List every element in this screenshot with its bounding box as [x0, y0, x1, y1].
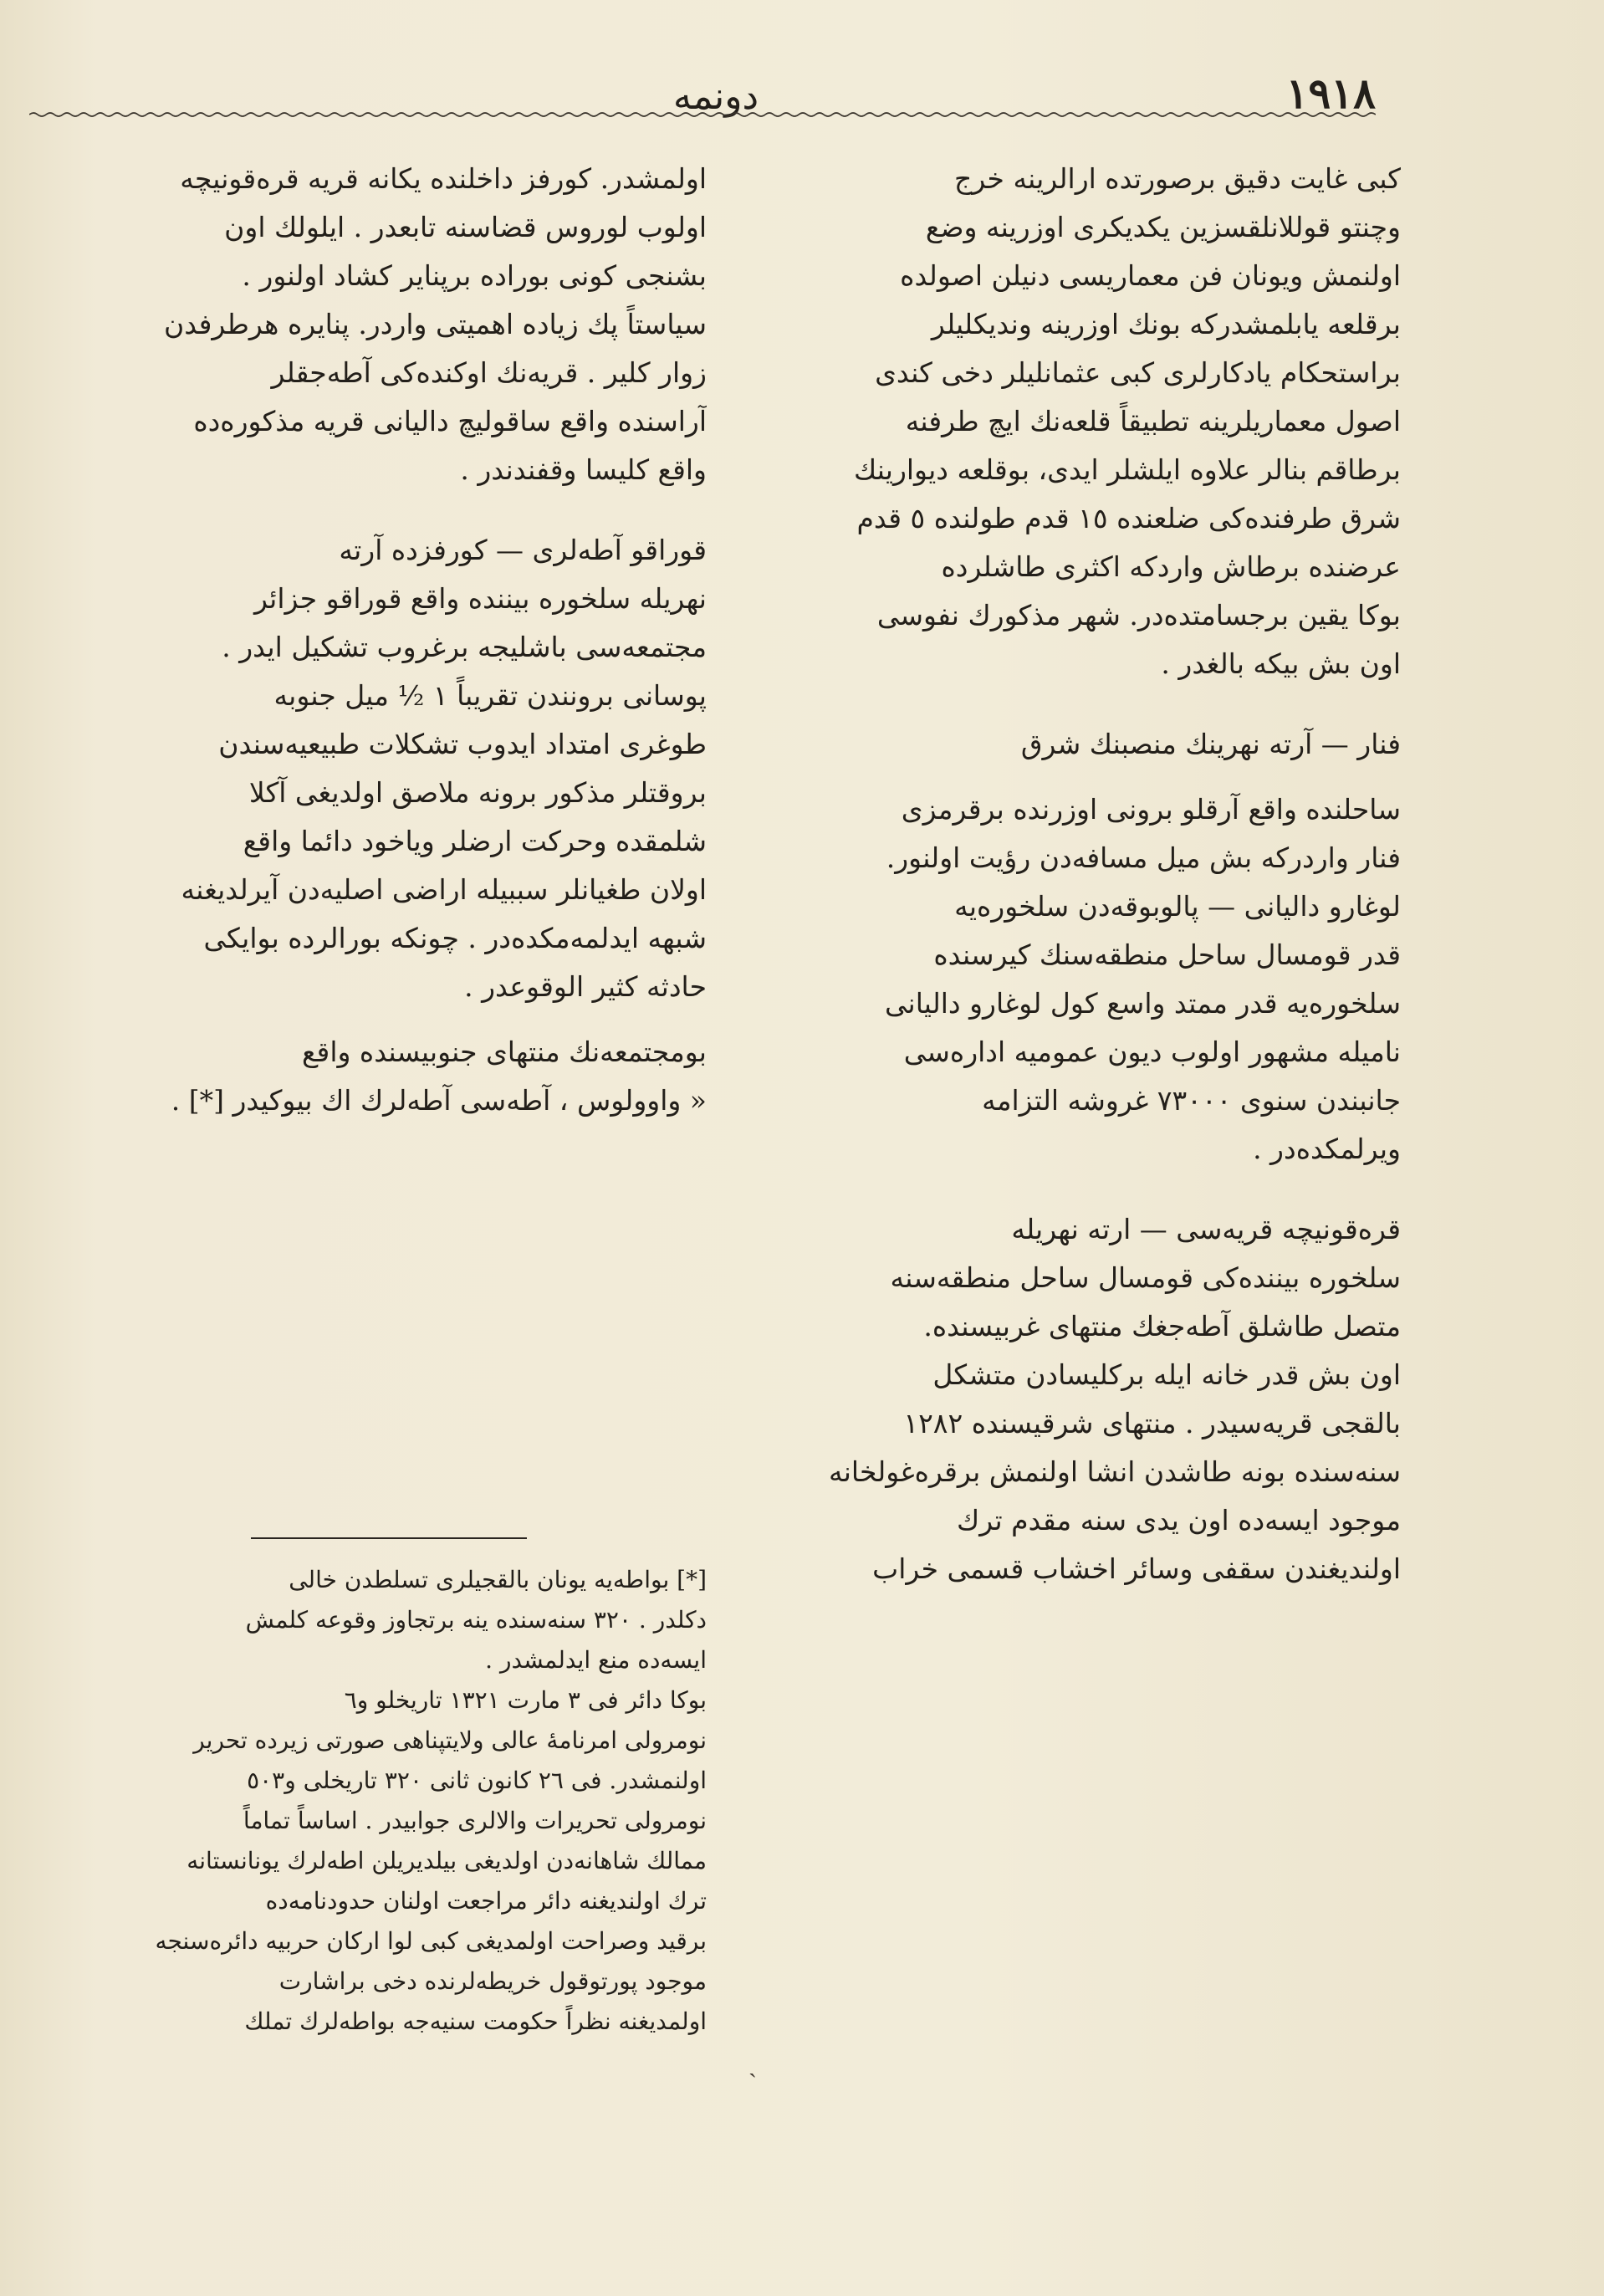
page-number: ١٩١٨: [1285, 69, 1376, 118]
footnote-line: نومرولى تحريرات والالرى جوابيدر . اساساً تماماً: [243, 1807, 707, 1834]
footnote-line: ايسه‌ده منع ايدلمشدر .: [485, 1646, 707, 1674]
entry-heading-line: لوغارو داليانى — پالوبوقه‌دن سلخوره‌يه: [954, 890, 1401, 923]
margin-mark: ˏ: [748, 2049, 757, 2079]
text-line: اولنمش ويونان فن معماريسى دنيلن اصولده: [900, 259, 1401, 292]
text-line: بوكا يقين برجسامتده‌در. شهر مذكورك نفوسى: [876, 599, 1401, 632]
text-line: حادثه كثير الوقوعدر .: [464, 970, 707, 1003]
text-line: اولان طغيانلر سببيله اراضى اصليه‌دن آيرلديغنه: [181, 873, 707, 906]
footnote-line: [*] بواطه‌يه يونان بالقجيلرى تسلطدن خالى: [289, 1566, 707, 1593]
continued-paragraph: [740, 155, 1401, 688]
text-line: بشنجى كونى بوراده برپناير كشاد اولنور .: [242, 259, 707, 292]
text-line: برقلعه يابلمشدركه بونك اوزرينه ونديكليلر: [931, 308, 1401, 340]
text-line: پوسانى برونندن تقريباً ١ ½ ميل جنوبه: [273, 679, 707, 712]
footnote-line: اولنمشدر. فى ٢٦ كانون ثانى ٣٢٠ تاريخلى و٥٠٣: [247, 1767, 707, 1794]
spacer: [740, 769, 1401, 785]
text-line: كبى غايت دقيق برصورتده ارالرينه خرج: [954, 162, 1401, 195]
text-line: آراسنده واقع ساقوليچ داليانى قريه مذكوره‌ده: [193, 405, 707, 437]
spacer: [46, 494, 707, 526]
footnote-line: برقيد وصراحت اولمديغى كبى لوا اركان حربيه دائره‌سنجه: [155, 1927, 707, 1955]
left-column: [46, 155, 707, 1125]
footnote-line: نومرولى امرنامهٔ عالى ولايتپناهى صورتى زيرده تحرير: [193, 1726, 707, 1754]
text-line: ناميله مشهور اولوب ديون عموميه اداره‌سى: [903, 1036, 1401, 1068]
text-line: نهريله سلخوره بيننده واقع قوراقو جزائر: [253, 582, 707, 615]
text-line: اصول معماريلرينه تطبيقاً قلعه‌نك ايچ طرفنه: [905, 405, 1401, 437]
text-line: متصل طاشلق آطه‌جغك منتهاى غربيسنده.: [923, 1310, 1401, 1342]
text-line: زوار كلير . قريه‌نك اوكنده‌كى آطه‌جقلر: [271, 356, 707, 389]
entry-koraku: [46, 526, 707, 1011]
text-line: قدر قومسال ساحل منطقه‌سنك كيرسنده: [933, 938, 1401, 971]
text-line: « واوولوس ، آطه‌سى آطه‌لرك اك بيوكيدر [*] .: [171, 1084, 707, 1117]
text-line: شبهه ايدلمه‌مكده‌در . چونكه بورالرده بوايكى: [203, 922, 707, 954]
text-line: اون بش بيكه بالغدر .: [1161, 647, 1401, 680]
running-head: دونمه: [673, 75, 759, 118]
text-line: فنار واردركه بش ميل مسافه‌دن رؤيت اولنور.: [886, 841, 1401, 874]
text-line: مجتمعه‌سى باشليجه برغروب تشكيل ايدر .: [222, 631, 707, 663]
text-line: ويرلمكده‌در .: [1253, 1133, 1401, 1165]
footnote-rule: [251, 1537, 527, 1539]
text-line: بالقجى قريه‌سيدر . منتهاى شرقيسنده ١٢٨٢: [903, 1407, 1401, 1439]
text-line: اولمشدر. كورفز داخلنده يكانه قريه قره‌قونيچه: [180, 162, 707, 195]
entry-karakonice: [740, 1205, 1401, 1593]
spacer: [740, 688, 1401, 720]
text-line: واقع كليسا وقفندندر .: [460, 453, 707, 486]
text-line: طوغرى امتداد ايدوب تشكلات طبيعيه‌سندن: [218, 728, 707, 760]
spacer: [46, 1011, 707, 1028]
text-line: شرق طرفنده‌كى ضلعنده ١٥ قدم طولنده ٥ قدم: [856, 502, 1401, 534]
entry-logaro: [740, 882, 1401, 1174]
text-line: عرضنده برطاش واردكه اكثرى طاشلرده: [941, 550, 1401, 583]
footnote-line: بوكا دائر فى ٣ مارت ١٣٢١ تاريخلو و٦: [344, 1686, 707, 1714]
text-line: برطاقم بنالر علاوه ايلشلر ايدى، بوقلعه ديوارينك: [854, 453, 1401, 486]
text-line: اولنديغندن سقفى وسائر اخشاب قسمى خراب: [872, 1552, 1401, 1585]
text-line: موجود ايسه‌ده اون يدى سنه مقدم ترك: [957, 1504, 1401, 1537]
footnotes: [46, 1560, 707, 2042]
text-line: ساحلنده واقع آرقلو برونى اوزرنده برقرمزى: [901, 793, 1401, 826]
text-line: اولوب لوروس قضاسنه تابعدر . ايلولك اون: [224, 211, 707, 243]
footnote-line: موجود پورتوقول خريطه‌لرنده دخى براشارت: [278, 1967, 707, 1995]
text-line: اون بش قدر خانه ايله بركليسادن متشكل: [932, 1358, 1401, 1391]
continued-paragraph: [46, 155, 707, 494]
text-line: سلخوره بيننده‌كى قومسال ساحل منطقه‌سنه: [890, 1261, 1401, 1294]
text-line: سلخوره‌يه قدر ممتد واسع كول لوغارو داليانى: [885, 987, 1401, 1020]
text-line: بروقتلر مذكور برونه ملاصق اولديغى آكلا: [248, 776, 707, 809]
footnote-line: ممالك شاهانه‌دن اولديغى بيلديريلن اطه‌لرك يونانستانه: [186, 1847, 707, 1874]
entry-heading-line: قره‌قونيچه قريه‌سى — ارته نهريله: [1011, 1213, 1401, 1245]
text-line: سياستاً پك زياده اهميتى واردر. پنايره هرطرفدن: [164, 308, 707, 340]
text-line: سنه‌سنده بونه طاشدن انشا اولنمش برقره‌غولخانه: [829, 1455, 1401, 1488]
text-line: شلمقده وحركت ارضلر وياخود دائما واقع: [243, 825, 707, 857]
spacer: [740, 1174, 1401, 1205]
entry-heading-line: فنار — آرته نهرينك منصبنك شرق: [1020, 728, 1401, 760]
entry-vavulos: [46, 1028, 707, 1125]
footnote-line: ترك اولنديغنه دائر مراجعت اولنان حدودنامه‌ده: [265, 1887, 707, 1915]
text-line: براستحكام يادكارلرى كبى عثمانليلر دخى كندى: [875, 356, 1401, 389]
right-column: [740, 155, 1401, 1593]
footnote-line: دكلدر . ٣٢٠ سنه‌سنده ينه برتجاوز وقوعه كلمش: [245, 1606, 707, 1634]
text-line: جانبندن سنوى ٧٣٠٠٠ غروشه التزامه: [982, 1084, 1401, 1117]
entry-heading-line: قوراقو آطه‌لرى — كورفزده آرته: [339, 534, 707, 566]
text-line: وچنتو قوللانلقسزين يكديكرى اوزرينه وضع: [925, 211, 1401, 243]
footnote-line: اولمديغنه نظراً حكومت سنيه‌جه بواطه‌لرك تملك: [244, 2007, 707, 2035]
entry-fanar: [740, 720, 1401, 882]
header-rule: [29, 110, 1376, 119]
text-line: بومجتمعه‌نك منتهاى جنوبيسنده واقع: [301, 1036, 707, 1068]
